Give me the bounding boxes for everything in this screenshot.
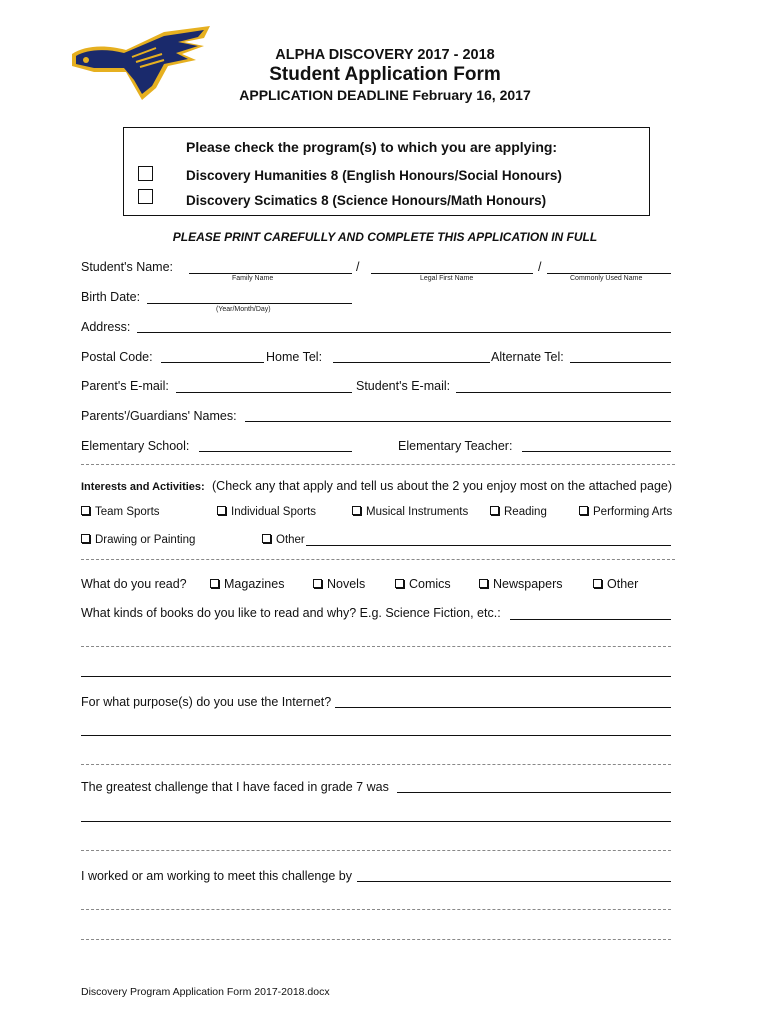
guardians-field[interactable]	[245, 421, 671, 422]
checkbox-icon	[395, 579, 404, 588]
books-answer-line[interactable]	[81, 676, 671, 677]
challenge-answer-line[interactable]	[81, 821, 671, 822]
checkbox-icon	[217, 506, 226, 515]
address-field[interactable]	[137, 332, 671, 333]
interests-heading: Interests and Activities:	[81, 481, 205, 493]
elementary-teacher-field[interactable]	[522, 451, 671, 452]
individual-sports-option[interactable]: Individual Sports	[217, 506, 316, 518]
student-name-label: Student's Name:	[81, 260, 174, 274]
checkbox-icon	[81, 534, 90, 543]
novels-option[interactable]: Novels	[313, 577, 365, 591]
name-separator: /	[538, 260, 542, 274]
program-prompt: Please check the program(s) to which you are applying:	[186, 139, 558, 155]
footer-filename: Discovery Program Application Form 2017-2018.docx	[81, 986, 330, 998]
books-answer-line[interactable]	[81, 646, 671, 647]
address-label: Address:	[81, 320, 131, 334]
birth-date-label: Birth Date:	[81, 290, 141, 304]
team-sports-option[interactable]: Team Sports	[81, 506, 160, 518]
working-answer-field[interactable]	[357, 881, 671, 882]
challenge-answer-field[interactable]	[397, 792, 671, 793]
checkbox-icon	[490, 506, 499, 515]
checkbox-icon	[593, 579, 602, 588]
elementary-teacher-label: Elementary Teacher:	[398, 439, 513, 453]
parent-email-field[interactable]	[176, 392, 352, 393]
checkbox-icon	[262, 534, 271, 543]
home-tel-label: Home Tel:	[266, 350, 323, 364]
humanities-option: Discovery Humanities 8 (English Honours/Social Honours)	[186, 168, 562, 183]
form-title: Student Application Form	[269, 64, 501, 85]
what-read-label: What do you read?	[81, 577, 187, 591]
print-instruction: PLEASE PRINT CAREFULLY AND COMPLETE THIS APPLICATION IN FULL	[172, 230, 598, 244]
checkbox-icon	[579, 506, 588, 515]
elementary-school-field[interactable]	[199, 451, 352, 452]
magazines-option[interactable]: Magazines	[210, 577, 284, 591]
internet-question: For what purpose(s) do you use the Internet?	[81, 695, 332, 709]
working-answer-line[interactable]	[81, 909, 671, 910]
common-name-field[interactable]	[547, 273, 671, 274]
section-divider	[81, 559, 675, 560]
newspapers-option[interactable]: Newspapers	[479, 577, 562, 591]
elementary-school-label: Elementary School:	[81, 439, 190, 453]
working-question: I worked or am working to meet this challenge by	[81, 869, 352, 883]
interests-note: (Check any that apply and tell us about the 2 you enjoy most on the attached page)	[212, 479, 673, 493]
common-name-caption: Commonly Used Name	[570, 275, 643, 282]
section-divider	[81, 464, 675, 465]
eagle-logo	[64, 24, 214, 106]
checkbox-icon	[81, 506, 90, 515]
internet-answer-field[interactable]	[335, 707, 671, 708]
working-answer-line[interactable]	[81, 939, 671, 940]
birth-date-caption: (Year/Month/Day)	[216, 306, 271, 313]
challenge-question: The greatest challenge that I have faced in grade 7 was	[81, 780, 389, 794]
birth-date-field[interactable]	[147, 303, 352, 304]
books-answer-field[interactable]	[510, 619, 671, 620]
program-year: ALPHA DISCOVERY 2017 - 2018	[275, 47, 495, 63]
scimatics-checkbox[interactable]	[138, 189, 153, 204]
books-question: What kinds of books do you like to read and why? E.g. Science Fiction, etc.:	[81, 606, 501, 620]
alternate-tel-label: Alternate Tel:	[491, 350, 564, 364]
legal-first-name-caption: Legal First Name	[420, 275, 474, 282]
challenge-answer-line[interactable]	[81, 850, 671, 851]
postal-code-label: Postal Code:	[81, 350, 153, 364]
postal-code-field[interactable]	[161, 362, 264, 363]
checkbox-icon	[479, 579, 488, 588]
application-deadline: APPLICATION DEADLINE February 16, 2017	[239, 87, 531, 103]
internet-answer-line[interactable]	[81, 764, 671, 765]
checkbox-icon	[352, 506, 361, 515]
drawing-painting-option[interactable]: Drawing or Painting	[81, 534, 195, 546]
other-interest-option[interactable]: Other	[262, 534, 305, 546]
comics-option[interactable]: Comics	[395, 577, 451, 591]
checkbox-icon	[313, 579, 322, 588]
scimatics-option: Discovery Scimatics 8 (Science Honours/Math Honours)	[186, 193, 547, 208]
student-email-label: Student's E-mail:	[356, 379, 451, 393]
legal-first-name-field[interactable]	[371, 273, 533, 274]
musical-instruments-option[interactable]: Musical Instruments	[352, 506, 468, 518]
performing-arts-option[interactable]: Performing Arts	[579, 506, 672, 518]
student-email-field[interactable]	[456, 392, 671, 393]
humanities-checkbox[interactable]	[138, 166, 153, 181]
checkbox-icon	[210, 579, 219, 588]
internet-answer-line[interactable]	[81, 735, 671, 736]
family-name-caption: Family Name	[232, 275, 274, 282]
parent-email-label: Parent's E-mail:	[81, 379, 169, 393]
alternate-tel-field[interactable]	[570, 362, 671, 363]
home-tel-field[interactable]	[333, 362, 490, 363]
name-separator: /	[356, 260, 360, 274]
other-reading-option[interactable]: Other	[593, 577, 638, 591]
family-name-field[interactable]	[189, 273, 352, 274]
guardians-label: Parents'/Guardians' Names:	[81, 409, 237, 423]
reading-option[interactable]: Reading	[490, 506, 547, 518]
other-interest-field[interactable]	[306, 545, 671, 546]
